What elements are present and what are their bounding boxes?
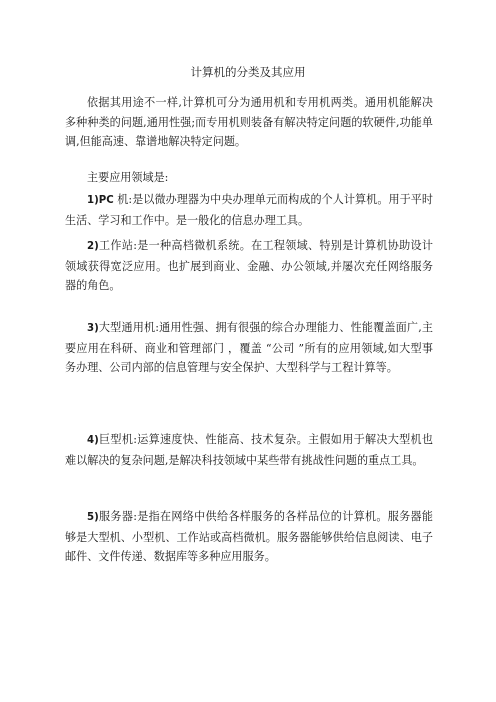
item-number: 1)PC: [87, 195, 114, 206]
document-title: 计算机的分类及其应用: [190, 65, 306, 79]
item-text: 大型通用机:通用性强、拥有很强的综合办理能力、性能覆盖面广,主要应用在科研、商业和管理部门 ，覆盖 “公司 ”所有的应用领域,如大型事务办理、公司内部的信息管理与安全保护、大型科学与工程计算等。: [65, 321, 433, 374]
item-text: 工作站:是一种高档微机系统。在工程领域、特别是计算机协助设计领域获得宽泛应用。也扩展到商业、金融、办公领域,并屡次充任网络服务器的角色。: [65, 239, 433, 292]
item-number: 4): [87, 435, 99, 446]
item-number: 2): [87, 241, 99, 252]
list-item-pc: [65, 190, 433, 230]
list-item-mainframe: [65, 318, 433, 378]
list-item-server: [65, 507, 433, 567]
areas-heading: 主要应用领域是:: [87, 171, 169, 184]
list-item-supercomputer: [65, 430, 433, 470]
item-text: 服务器:是指在网络中供给各样服务的各样品位的计算机。服务器能够是大型机、小型机、工作站或高档微机。服务器能够供给信息阅读、电子邮件、文件传递、数据库等多种应用服务。: [65, 510, 433, 563]
item-text: 机:是以微办理器为中央办理单元而构成的个人计算机。用于平时生活、学习和工作中。是一般化的信息办理工具。: [65, 193, 433, 227]
item-number: 5): [87, 512, 99, 523]
item-text: 巨型机:运算速度快、性能高、技术复杂。主假如用于解决大型机也难以解决的复杂问题,是解决科技领域中某些带有挑战性问题的重点工具。: [65, 433, 433, 467]
list-item-workstation: [65, 236, 433, 296]
item-number: 3): [87, 323, 99, 334]
intro-paragraph: 依据其用途不一样,计算机可分为通用机和专用机两类。通用机能解决多种种类的问题,通用性强;而专用机则装备有解决特定问题的软硬件,功能单调,但能高速、靠谱地解决特定问题。: [65, 96, 433, 148]
